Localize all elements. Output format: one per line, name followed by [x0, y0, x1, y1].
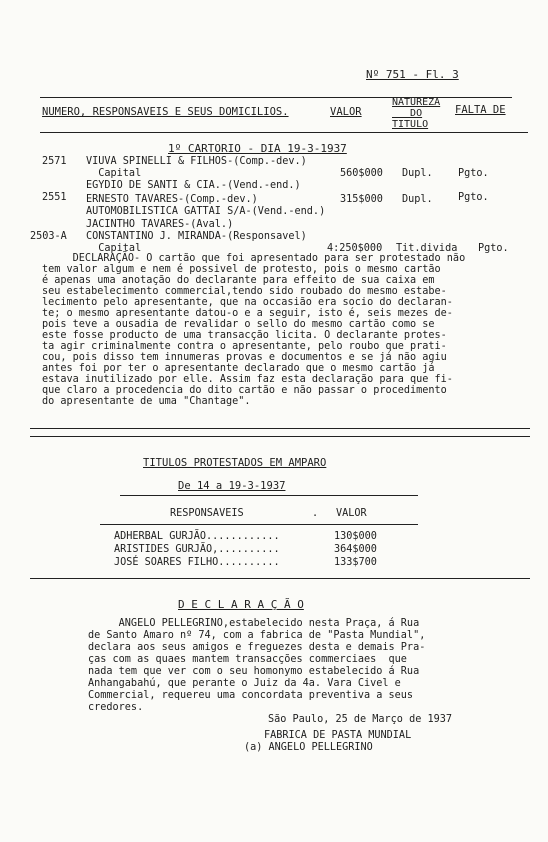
header-bottom-rule [40, 132, 528, 133]
amparo-rule [120, 495, 418, 496]
header-top-rule [40, 97, 512, 98]
column-header-nature: NATUREZA DO TITULO [392, 97, 441, 130]
declaration-line: nada tem que ver com o seu homonymo estabelecido á Rua [88, 666, 420, 677]
entry-debtor: VIUVA SPINELLI & FILHOS-(Comp.-dev.) [86, 156, 307, 167]
section-rule [30, 578, 530, 579]
declaration-line: este fosse producto de uma transacção licita. O declarante protes- [42, 330, 447, 341]
declaration-line: pois teve a ousadia de revalidar o sello do mesmo cartão como se [42, 319, 435, 330]
entry-debtor: CONSTANTINO J. MIRANDA-(Responsavel) [86, 231, 307, 242]
entry-reason: Pgto. [458, 192, 489, 203]
amparo-name: ADHERBAL GURJÃO............ [114, 531, 280, 542]
signature: (a) ANGELO PELLEGRINO [244, 742, 373, 753]
entry-debtor-city: Capital [86, 243, 142, 254]
entry-number: 2551 [42, 192, 67, 203]
declaration-line: que claro a procedencia do dito cartão e não passar o procedimento [42, 385, 447, 396]
entry-debtor: ERNESTO TAVARES-(Comp.-dev.) [86, 194, 258, 205]
column-header-reason: FALTA DE [455, 104, 506, 116]
section-rule [30, 436, 530, 437]
declaration-line: seu estabelecimento commercial,tendo sido roubado do mesmo estabe- [42, 286, 447, 297]
column-header-names: NUMERO, RESPONSAVEIS E SEUS DOMICILIOS. [42, 106, 289, 118]
entry-reason: Pgto. [458, 168, 489, 179]
place-date: São Paulo, 25 de Março de 1937 [268, 714, 453, 725]
company-name: FABRICA DE PASTA MUNDIAL [264, 730, 412, 741]
entry-nature: Tit.divida [396, 243, 458, 254]
declaration-title: D E C L A R A Ç Ã O [178, 598, 304, 611]
declaration-line: ANGELO PELLEGRINO,estabelecido nesta Praça, á Rua [88, 618, 420, 629]
entry-nature: Dupl. [402, 194, 433, 205]
declaration-line: estava inutilizado por elle. Assim faz esta declaração para que fi- [42, 374, 453, 385]
declaration-line: antes foi por ter o apresentante declarado que o mesmo cartão já [42, 363, 435, 374]
amparo-name: JOSÉ SOARES FILHO.......... [114, 557, 280, 568]
declaration-line: cou, pois disso tem innumeras provas e documentos e se já não agiu [42, 352, 447, 363]
declaration-line: Anhangabahú, que perante o Juiz da 4a. Vara Civel e [88, 678, 401, 689]
amparo-rule [100, 524, 418, 525]
page-reference: Nº 751 - Fl. 3 [366, 68, 459, 81]
declaration-line: lecimento pelo apresentante, que na occasião era socio do declaran- [42, 297, 453, 308]
entry-value: 4:250$000 [327, 243, 383, 254]
entry-number: 2503-A [30, 231, 67, 242]
declaration-line: ças com as quaes mantem transacções commerciaes que [88, 654, 407, 665]
entry-value: 560$000 [340, 168, 383, 179]
amparo-name: ARISTIDES GURJÃO,.......... [114, 544, 280, 555]
declaration-line: Commercial, requereu uma concordata preventiva a seus [88, 690, 414, 701]
entry-reason: Pgto. [478, 243, 509, 254]
amparo-col-dot: . [312, 508, 319, 519]
entry-number: 2571 [42, 156, 67, 167]
registry-title: 1º CARTORIO - DIA 19-3-1937 [168, 142, 347, 155]
entry-creditor: EGYDIO DE SANTI & CIA.-(Vend.-end.) [86, 180, 301, 191]
section-rule [30, 428, 530, 429]
declaration-line: é apenas uma anotação do declarante para effeito de sua caixa em [42, 275, 435, 286]
entry-creditor: AUTOMOBILISTICA GATTAI S/A-(Vend.-end.) [86, 206, 326, 217]
entry-value: 315$000 [340, 194, 383, 205]
amparo-col-valor: VALOR [336, 508, 367, 519]
declaration-line: te; o mesmo apresentante datou-o e a seguir, isto é, seis mezes de- [42, 308, 453, 319]
column-header-value: VALOR [330, 106, 362, 118]
amparo-value: 364$000 [334, 544, 377, 555]
amparo-title: TITULOS PROTESTADOS EM AMPARO [143, 457, 327, 469]
declaration-line: de Santo Amaro nº 74, com a fabrica de "Pasta Mundial", [88, 630, 426, 641]
amparo-period: De 14 a 19-3-1937 [178, 480, 286, 492]
amparo-value: 133$700 [334, 557, 377, 568]
declaration-line: tem valor algum e nem é possivel de protesto, pois o mesmo cartão [42, 264, 441, 275]
amparo-col-responsaveis: RESPONSAVEIS [170, 508, 244, 519]
amparo-value: 130$000 [334, 531, 377, 542]
declaration-line: declara aos seus amigos e freguezes desta e demais Pra- [88, 642, 426, 653]
declaration-line: credores. [88, 702, 144, 713]
entry-nature: Dupl. [402, 168, 433, 179]
entry-guarantor: JACINTHO TAVARES-(Aval.) [86, 219, 234, 230]
declaration-line: DECLARAÇÃO- O cartão que foi apresentado para ser protestado não [42, 253, 466, 264]
entry-debtor-city: Capital [86, 168, 142, 179]
declaration-line: ta agir criminalmente contra o apresentante, pelo roubo que prati- [42, 341, 447, 352]
declaration-line: do apresentante de uma "Chantage". [42, 396, 251, 407]
